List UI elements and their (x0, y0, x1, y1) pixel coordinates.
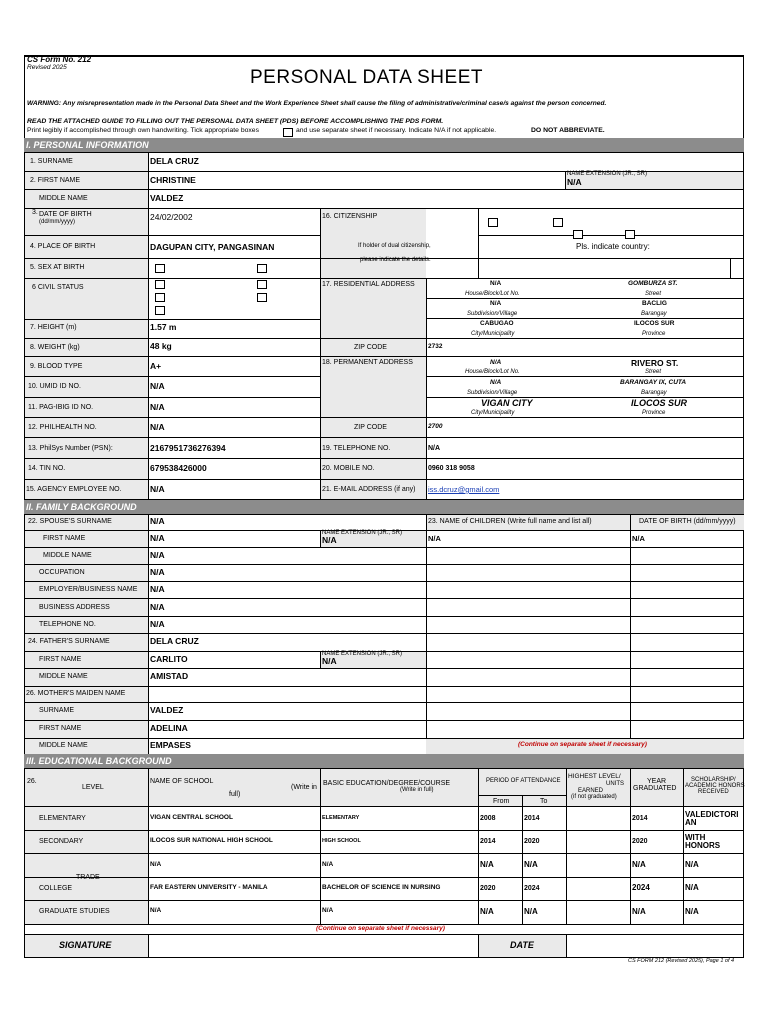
res-brgy-value[interactable]: BACLIG (642, 300, 667, 307)
edu-school[interactable]: VIGAN CENTRAL SCHOOL (150, 814, 233, 821)
perm-subdiv-value[interactable]: N/A (490, 379, 502, 386)
edu-highest-c: EARNED (578, 788, 604, 794)
umid-label: 10. UMID ID NO. (28, 383, 81, 390)
edu-highest-a: HIGHEST LEVEL/ (568, 773, 621, 780)
mobile-label: 20. MOBILE NO. (322, 465, 375, 472)
telephone-value[interactable]: N/A (428, 445, 441, 452)
citizenship-birth-box[interactable] (573, 230, 583, 239)
edu-highest-d: (if not graduated) (571, 794, 617, 800)
edu-course[interactable]: ELEMENTARY (322, 815, 360, 821)
edu-year[interactable]: 2014 (632, 815, 648, 822)
father-middle-label: MIDDLE NAME (39, 673, 88, 680)
edu-honors-header-a: SCHOLARSHIP/ (691, 777, 736, 783)
occupation-value[interactable]: N/A (150, 567, 165, 577)
agency-value[interactable]: N/A (150, 484, 165, 494)
edu-level-header: LEVEL (82, 784, 104, 791)
perm-brgy-value[interactable]: BARANGAY IX, CUTA (620, 379, 687, 386)
guide-text: READ THE ATTACHED GUIDE TO FILLING OUT THE PERSONAL DATA SHEET (PDS) BEFORE ACCOMPLISHING THE PDS FORM. (27, 118, 444, 125)
spouse-telephone-value[interactable]: N/A (150, 619, 165, 629)
edu-to[interactable]: N/A (524, 860, 538, 869)
dob-format: (dd/mm/yyyy) (39, 219, 75, 225)
pob-label: 4. PLACE OF BIRTH (30, 243, 96, 250)
mother-surname-label: SURNAME (39, 707, 75, 714)
edu-from[interactable]: 2008 (480, 815, 496, 822)
res-brgy-caption: Barangay (641, 311, 667, 317)
citizenship-filipino-box[interactable] (488, 218, 498, 227)
mother-first-value[interactable]: ADELINA (150, 723, 188, 733)
agency-label: 15. AGENCY EMPLOYEE NO. (26, 486, 122, 493)
edu-from[interactable]: N/A (480, 860, 494, 869)
civil-married-box[interactable] (257, 280, 267, 289)
edu-to-header: To (540, 798, 548, 805)
signature-field[interactable] (149, 935, 478, 957)
date-label: DATE (510, 940, 534, 950)
res-address-label: 17. RESIDENTIAL ADDRESS (322, 281, 415, 288)
father-surname-value[interactable]: DELA CRUZ (150, 636, 199, 646)
edu-from[interactable]: 2014 (480, 838, 496, 845)
pls-indicate-country: Pls. indicate country: (576, 242, 650, 251)
occupation-label: OCCUPATION (39, 569, 85, 576)
father-first-label: FIRST NAME (39, 656, 82, 663)
perm-city-caption: City/Municipality (471, 410, 515, 416)
edu-from-header: From (493, 798, 510, 805)
surname-value[interactable]: DELA CRUZ (150, 156, 199, 166)
tin-value[interactable]: 679538426000 (150, 463, 207, 473)
edu-honors-header-b: ACADEMIC HONORS (685, 783, 745, 789)
edu-course[interactable]: N/A (322, 861, 334, 868)
perm-house-caption: House/Block/Lot No. (465, 369, 520, 375)
spouse-middle-label: MIDDLE NAME (43, 552, 92, 559)
name-ext-label: NAME EXTENSION (JR., SR) (567, 171, 648, 177)
blood-type-label: 9. BLOOD TYPE (30, 363, 83, 370)
perm-prov-caption: Province (642, 410, 666, 416)
weight-value[interactable]: 48 kg (150, 341, 172, 351)
perm-street-caption: Street (645, 369, 662, 375)
res-street-caption: Street (645, 291, 662, 297)
sex-label: 5. SEX AT BIRTH (30, 264, 85, 271)
spouse-ext-label: NAME EXTENSION (JR., SR) (322, 530, 403, 536)
father-surname-label: 24. FATHER'S SURNAME (28, 638, 110, 645)
dob-label: DATE OF BIRTH (39, 211, 92, 218)
edu-course-header-a: BASIC EDUCATION/DEGREE/COURSE (323, 780, 451, 787)
children-dob-label: DATE OF BIRTH (dd/mm/yyyy) (639, 518, 736, 525)
edu-level: COLLEGE (39, 885, 73, 892)
edu-num: 26. (27, 778, 37, 785)
spouse-surname-label: 22. SPOUSE'S SURNAME (28, 518, 112, 525)
mobile-value[interactable]: 0960 318 9058 (428, 465, 475, 472)
edu-school-header-c: full) (229, 791, 241, 798)
edu-to[interactable]: 2024 (524, 885, 540, 892)
sex-female-box[interactable] (257, 264, 267, 273)
form-number: CS Form No. 212 (27, 55, 92, 64)
dual-note-1: If holder of dual citizenship, (358, 243, 431, 249)
perm-address-label: 18. PERMANENT ADDRESS (322, 359, 413, 366)
section-family-background: II. FAMILY BACKGROUND (24, 500, 744, 514)
philsys-value[interactable]: 2167951736276394 (150, 443, 226, 453)
edu-course[interactable]: N/A (322, 907, 334, 914)
edu-course-header-b: (Write in full) (400, 787, 434, 793)
edu-period-header: PERIOD OF ATTENDANCE (486, 778, 561, 784)
civil-status-label: 6 CIVIL STATUS (32, 284, 84, 291)
edu-honors-a[interactable]: N/A (685, 883, 699, 892)
citizenship-naturalization-box[interactable] (625, 230, 635, 239)
employer-value[interactable]: N/A (150, 584, 165, 594)
tin-label: 14. TIN NO. (28, 465, 66, 472)
dual-note-2: please indicate the details. (360, 257, 431, 263)
perm-prov-value[interactable]: ILOCOS SUR (631, 398, 688, 408)
perm-city-value[interactable]: VIGAN CITY (481, 398, 533, 408)
philhealth-value[interactable]: N/A (150, 422, 165, 432)
height-label: 7. HEIGHT (m) (30, 324, 77, 331)
child-name-value[interactable]: N/A (428, 534, 441, 543)
res-house-value[interactable]: N/A (490, 280, 502, 287)
edu-continue-note: (Continue on separate sheet if necessary) (316, 925, 445, 932)
mother-surname-value[interactable]: VALDEZ (150, 705, 184, 715)
edu-highest-b: UNITS (606, 781, 624, 787)
edu-to[interactable]: N/A (524, 907, 538, 916)
edu-year[interactable]: N/A (632, 907, 646, 916)
father-ext-label: NAME EXTENSION (JR., SR) (322, 651, 403, 657)
pagibig-value[interactable]: N/A (150, 402, 165, 412)
family-continue-note: (Continue on separate sheet if necessary) (518, 741, 647, 748)
instructions-b: and use separate sheet if necessary. Indicate N/A if not applicable. (296, 127, 497, 134)
father-middle-value[interactable]: AMISTAD (150, 671, 189, 681)
dob-label-num: 3. (32, 209, 38, 216)
edu-year[interactable]: 2024 (632, 883, 650, 892)
edu-to[interactable]: 2014 (524, 815, 540, 822)
edu-honors-a[interactable]: N/A (685, 860, 699, 869)
citizenship-label: 16. CITIZENSHIP (322, 213, 378, 220)
form-footer-ref: CS FORM 212 (Revised 2025), Page 1 of 4 (628, 958, 735, 964)
email-value[interactable]: iss.dcruz@gmail.com (428, 485, 500, 494)
civil-widowed-box[interactable] (155, 293, 165, 302)
first-name-value[interactable]: CHRISTINE (150, 175, 196, 185)
edu-level: GRADUATE STUDIES (39, 908, 110, 915)
civil-separated-box[interactable] (257, 293, 267, 302)
edu-year[interactable]: 2020 (632, 838, 648, 845)
employer-label: EMPLOYER/BUSINESS NAME (39, 586, 138, 593)
spouse-ext-value[interactable]: N/A (322, 535, 337, 545)
edu-from[interactable]: 2020 (480, 885, 496, 892)
edu-school-header-b: (Write in (291, 784, 317, 791)
res-prov-caption: Province (642, 331, 666, 337)
edu-school[interactable]: FAR EASTERN UNIVERSITY - MANILA (150, 884, 268, 891)
edu-honors-a[interactable]: WITH (685, 833, 706, 842)
email-label: 21. E-MAIL ADDRESS (if any) (322, 486, 416, 493)
res-zip-value[interactable]: 2732 (428, 343, 443, 350)
perm-street-value[interactable]: RIVERO ST. (631, 358, 679, 368)
res-city-caption: City/Municipality (471, 331, 515, 337)
edu-honors-a[interactable]: VALEDICTORI (685, 810, 739, 819)
mother-first-label: FIRST NAME (39, 725, 82, 732)
philsys-label: 13. PhilSys Number (PSN): (28, 445, 113, 452)
do-not-abbreviate: DO NOT ABBREVIATE. (531, 127, 605, 134)
perm-zip-value[interactable]: 2700 (428, 423, 443, 430)
res-prov-value[interactable]: ILOCOS SUR (634, 320, 675, 327)
edu-course[interactable]: BACHELOR OF SCIENCE IN NURSING (322, 884, 441, 891)
edu-honors-a[interactable]: N/A (685, 907, 699, 916)
edu-honors-b[interactable]: AN (685, 818, 697, 827)
mother-middle-value[interactable]: EMPASES (150, 740, 191, 750)
edu-honors-header-c: RECEIVED (698, 789, 729, 795)
form-revised: Revised 2025 (27, 64, 67, 71)
edu-level: ELEMENTARY (39, 815, 86, 822)
height-value[interactable]: 1.57 m (150, 322, 177, 332)
res-street-value[interactable]: GOMBURZA ST. (628, 280, 678, 287)
edu-year[interactable]: N/A (632, 860, 646, 869)
mother-middle-label: MIDDLE NAME (39, 742, 88, 749)
civil-single-box[interactable] (155, 280, 165, 289)
mother-label: 26. MOTHER'S MAIDEN NAME (26, 690, 126, 697)
perm-brgy-caption: Barangay (641, 390, 667, 396)
res-zip-label: ZIP CODE (354, 344, 387, 351)
philhealth-label: 12. PHILHEALTH NO. (28, 424, 97, 431)
telephone-label: 19. TELEPHONE NO. (322, 445, 391, 452)
business-addr-label: BUSINESS ADDRESS (39, 604, 110, 611)
edu-from[interactable]: N/A (480, 907, 494, 916)
edu-year-header-a: YEAR (647, 778, 667, 785)
edu-trade-label-fragment (76, 874, 100, 877)
edu-level-column (25, 806, 148, 924)
spouse-first-label: FIRST NAME (43, 535, 86, 542)
edu-school-header-a: NAME OF SCHOOL (150, 778, 214, 785)
sex-male-box[interactable] (155, 264, 165, 273)
edu-school[interactable]: N/A (150, 861, 162, 868)
dob-value[interactable]: 24/02/2002 (150, 212, 193, 222)
business-addr-value[interactable]: N/A (150, 602, 165, 612)
perm-zip-label: ZIP CODE (354, 424, 387, 431)
father-ext-value[interactable]: N/A (322, 656, 337, 666)
umid-value[interactable]: N/A (150, 381, 165, 391)
family-label-column (25, 514, 148, 754)
res-house-caption: House/Block/Lot No. (465, 291, 520, 297)
edu-to[interactable]: 2020 (524, 838, 540, 845)
pob-value[interactable]: DAGUPAN CITY, PANGASINAN (150, 242, 275, 252)
father-first-value[interactable]: CARLITO (150, 654, 188, 664)
middle-name-value[interactable]: VALDEZ (150, 193, 184, 203)
edu-course[interactable]: HIGH SCHOOL (322, 838, 361, 844)
children-label: 23. NAME of CHILDREN (Write full name and list all) (428, 518, 592, 525)
edu-school[interactable]: ILOCOS SUR NATIONAL HIGH SCHOOL (150, 837, 273, 844)
pagibig-label: 11. PAG-IBIG ID NO. (28, 404, 94, 411)
perm-house-value[interactable]: N/A (490, 359, 502, 366)
warning-text: WARNING: Any misrepresentation made in the Personal Data Sheet and the Work Experience Sheet shall cause the filing of administrative/criminal case/s against the person concerned. (27, 100, 607, 107)
page-title: PERSONAL DATA SHEET (250, 67, 483, 88)
weight-label: 8. WEIGHT (kg) (30, 344, 80, 351)
name-ext-value[interactable]: N/A (567, 177, 582, 187)
res-subdiv-caption: Subdivision/Village (467, 311, 518, 317)
perm-subdiv-caption: Subdivision/Village (467, 390, 518, 396)
first-name-label: 2. FIRST NAME (30, 177, 81, 184)
civil-other-box[interactable] (155, 306, 165, 315)
child-dob-value[interactable]: N/A (632, 534, 645, 543)
spouse-telephone-label: TELEPHONE NO. (39, 621, 96, 628)
surname-label: 1. SURNAME (30, 158, 73, 165)
spouse-middle-value[interactable]: N/A (150, 550, 165, 560)
res-city-value[interactable]: CABUGAO (480, 320, 514, 327)
blood-type-value[interactable]: A+ (150, 361, 162, 371)
middle-name-label: MIDDLE NAME (39, 195, 88, 202)
citizenship-dual-box[interactable] (553, 218, 563, 227)
spouse-first-value[interactable]: N/A (150, 533, 165, 543)
edu-year-header-b: GRADUATED (633, 785, 677, 792)
instructions-a: Print legibly if accomplished through own handwriting. Tick appropriate boxes (27, 127, 259, 134)
sample-tick-box (283, 128, 293, 137)
section-educational-background: III. EDUCATIONAL BACKGROUND (24, 754, 744, 768)
res-subdiv-value[interactable]: N/A (490, 300, 502, 307)
signature-label: SIGNATURE (59, 940, 112, 950)
edu-honors-b[interactable]: HONORS (685, 841, 721, 850)
edu-level: SECONDARY (39, 838, 84, 845)
date-field[interactable] (567, 935, 743, 957)
section-personal-info: I. PERSONAL INFORMATION (24, 138, 744, 152)
spouse-surname-value[interactable]: N/A (150, 516, 165, 526)
edu-school[interactable]: N/A (150, 907, 162, 914)
